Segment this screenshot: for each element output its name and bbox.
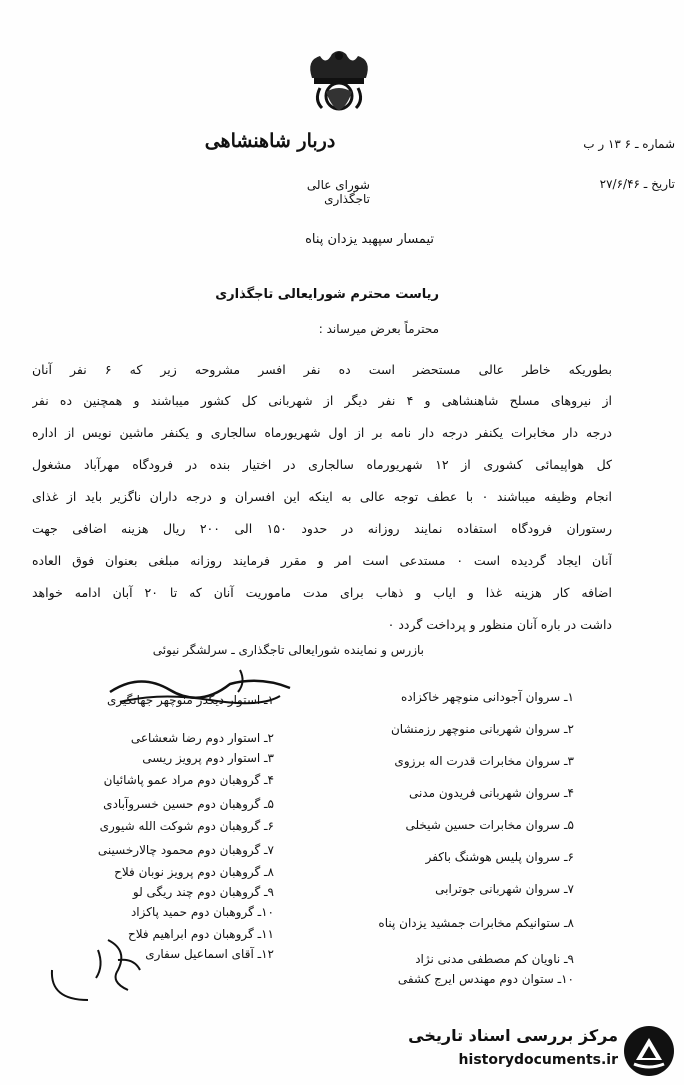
body-line: رستوران فرودگاه استفاده نمایند روزانه در حدود ۱۵۰ الی ۲۰۰ ریال هزینه اضافی جهت — [32, 521, 612, 536]
body-line: آنان ایجاد گردیده است ۰ مستدعی است امر و مقرر فرمایند روزانه مبلغی بعنوان فوق العاده — [32, 553, 612, 568]
addressee: تیمسار سپهبد یزدان پناه — [305, 232, 434, 247]
body-line: بطوریکه خاطر عالی مستحضر است ده نفر افسر مشروحه زیر که ۶ نفر آنان — [32, 362, 612, 377]
list-item: ۴ـ سروان شهربانی فریدون مدنی — [408, 786, 574, 800]
body-line: انجام وظیفه میباشند ۰ با عطف توجه عالی به اینکه این افسران و درجه داران ناگزیر باید از غذای — [32, 489, 612, 504]
archive-watermark — [410, 1022, 678, 1080]
list-item: ۳ـ سروان مخابرات قدرت اله برزوی — [394, 754, 574, 768]
reference-number: شماره ـ ۶ ۱۳ ر ب — [583, 137, 675, 151]
council-name: شورای عالی تاجگذاری — [306, 178, 370, 206]
list-item: ۷ـ سروان شهربانی جوترابی — [435, 882, 574, 896]
list-item: ۷ـ گروهبان دوم محمود چالارخسینی — [97, 843, 274, 857]
handwritten-signature — [48, 930, 148, 1010]
body-line: درجه دار مخابرات یکنفر درجه دار نامه بر از اول شهریورماه سالجاری و یکنفر ماشین نویس از اداره — [32, 425, 612, 440]
list-item: ۱۲ـ آقای اسماعیل سفاری — [145, 947, 274, 961]
recipient-title: ریاست محترم شورایعالی تاجگذاری — [215, 287, 439, 302]
list-item: ۴ـ گروهبان دوم مراد عمو پاشائیان — [103, 773, 274, 787]
body-line: اضافه کار هزینه غذا و ایاب و ذهاب برای مدت ماموریت آنان که تا ۲۰ آبان ادامه خواهد — [32, 585, 612, 600]
court-name: دربار شاهنشاهی — [204, 130, 336, 152]
watermark-url: historydocuments.ir — [458, 1052, 618, 1068]
reference-date: تاریخ ـ ۲۷/۶/۴۶ — [599, 177, 675, 191]
list-item: ۵ـ سروان مخابرات حسین شیخلی — [405, 818, 574, 832]
list-item: ۲ـ سروان شهربانی منوچهر رزمنشان — [390, 722, 574, 736]
body-line: کل هواپیمائی کشوری از ۱۲ شهریورماه سالجاری در اختیار بنده در فرودگاه مهرآباد مشغول — [32, 457, 612, 472]
list-item: ۶ـ سروان پلیس هوشنگ باکفر — [425, 850, 574, 864]
list-item: ۹ـ ناویان کم مصطفی مدنی نژاد — [415, 952, 574, 966]
salutation: محترماً بعرض میرساند : — [318, 322, 439, 336]
list-item: ۸ـ ستوانیکم مخابرات جمشید یزدان پناه — [378, 916, 574, 930]
list-item: ۱۰ـ ستوان دوم مهندس ایرج کشفی — [397, 972, 574, 986]
list-item: ۱۱ـ گروهبان دوم ابراهیم فلاح — [128, 927, 274, 941]
list-item: ۲ـ استوار دوم رضا شعشاعی — [130, 731, 274, 745]
list-item: ۵ـ گروهبان دوم حسین خسروآبادی — [103, 797, 274, 811]
crown-lion-emblem-icon — [300, 48, 378, 114]
watermark-title: مرکز بررسی اسناد تاریخی — [408, 1026, 618, 1045]
list-item: ۶ـ گروهبان دوم شوکت الله شیوری — [99, 819, 274, 833]
list-item: ۳ـ استوار دوم پرویز ریسی — [142, 751, 274, 765]
closing-line: داشت در باره آنان منظور و پرداخت گردد ۰ — [387, 617, 612, 632]
book-quill-logo-icon — [622, 1024, 676, 1078]
list-item: ۸ـ گروهبان دوم پرویز نوبان فلاح — [114, 865, 274, 879]
list-item: ۹ـ گروهبان دوم چند ریگی لو — [132, 885, 274, 899]
reference-note: بازرس و نماینده شورایعالی تاجگذاری ـ سرلشگر نیوئی — [152, 643, 424, 657]
officers-list — [344, 690, 574, 1010]
list-item: ۱ـ استوار دیکدر منوچهر جهانگیری — [107, 693, 274, 707]
body-line: از نیروهای مسلح شاهنشاهی و ۴ نفر دیگر از شهربانی کل کشور میباشند و همچنین ده نفر — [32, 393, 612, 408]
list-item: ۱۰ـ گروهبان دوم حمید پاکزاد — [130, 905, 274, 919]
list-item: ۱ـ سروان آجودانی منوچهر خاکزاده — [400, 690, 574, 704]
